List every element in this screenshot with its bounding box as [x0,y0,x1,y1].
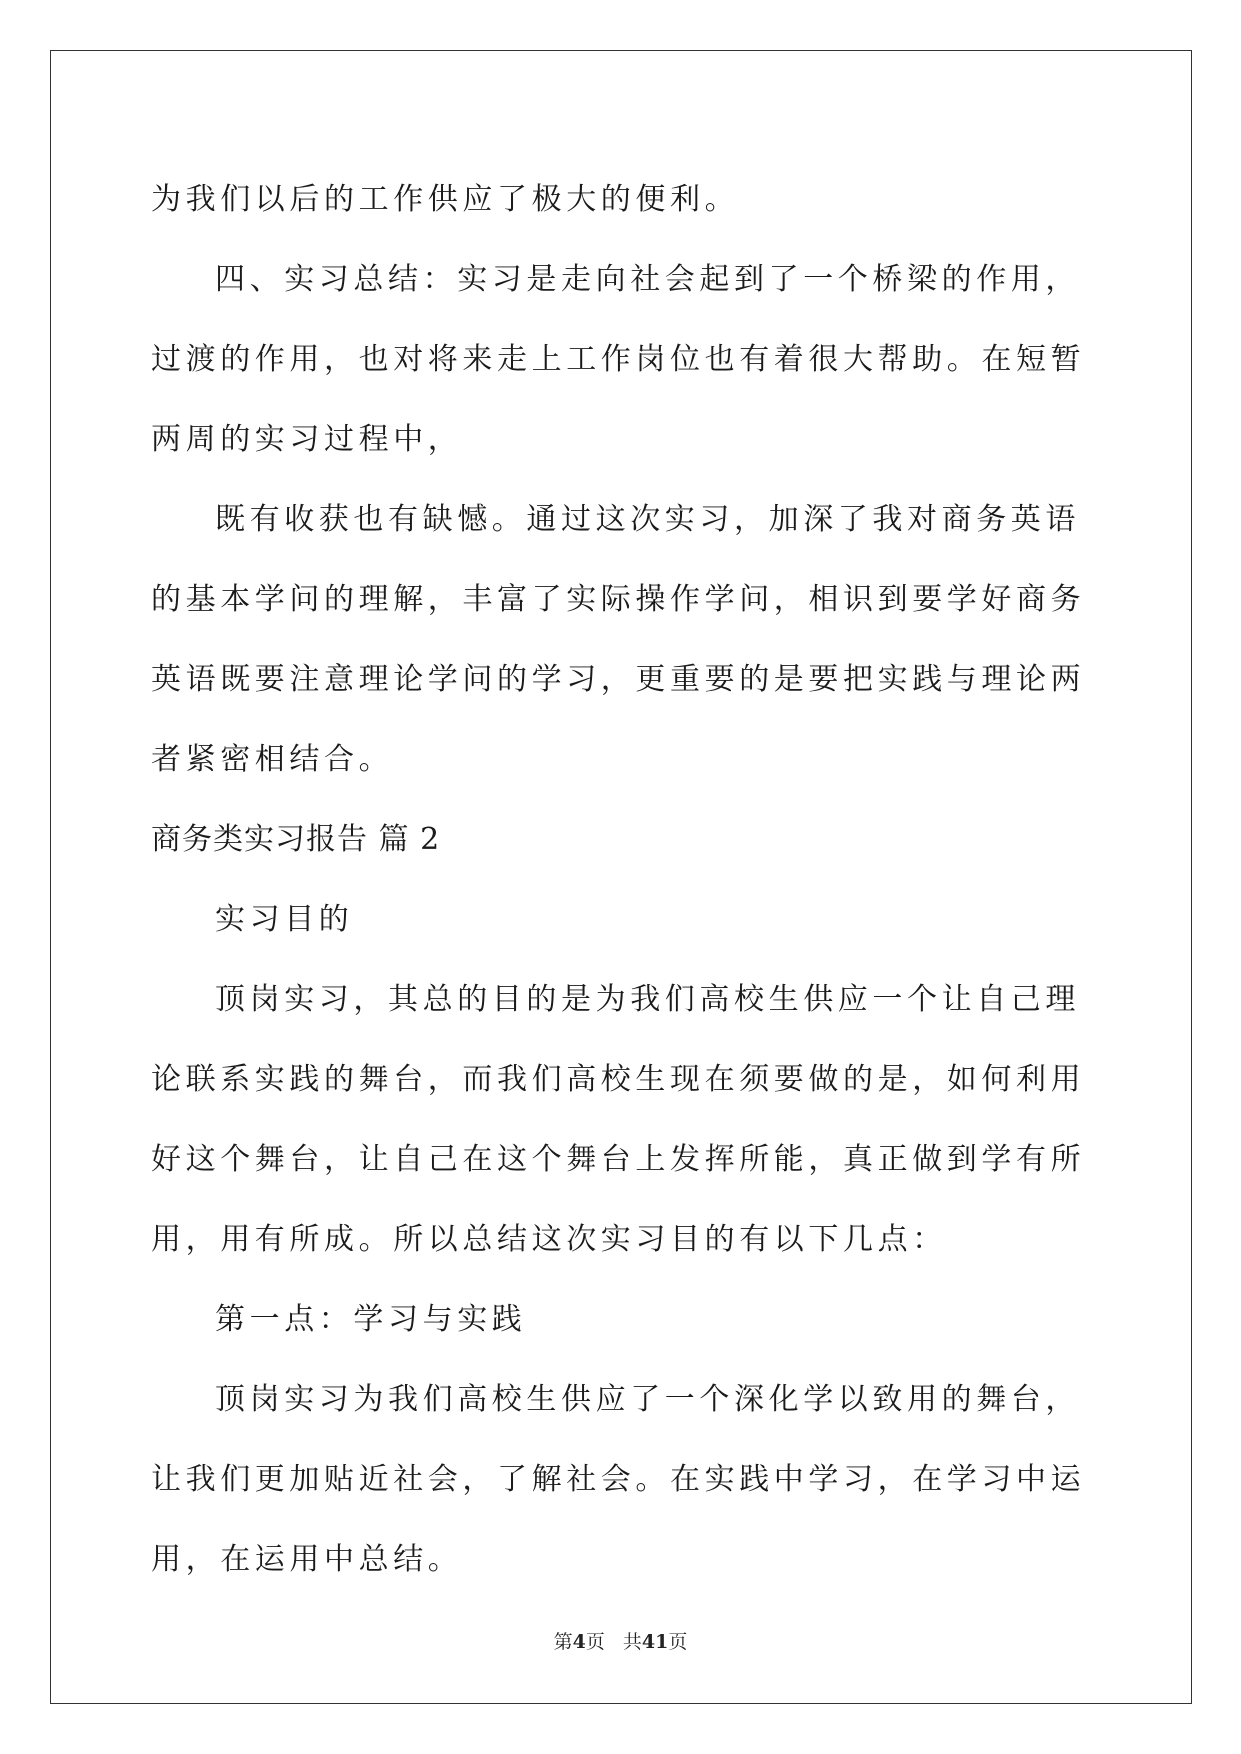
footer-total-prefix: 共 [622,1631,642,1653]
page-footer [0,1627,1241,1654]
paragraph-point-one: 第一点：学习与实践 [215,1302,527,1337]
document-body [151,160,1091,1600]
paragraph-1: 为我们以后的工作供应了极大的便利。 [151,182,740,217]
paragraph-purpose: 顶岗实习，其总的目的是为我们高校生供应一个让自己理论联系实践的舞台，而我们高校生现在须要做的是，如何利用好这个舞台，让自己在这个舞台上发挥所能，真正做到学有所用，用有所成。所以总结这次实习目的有以下几点： [151,982,1086,1257]
section-title: 商务类实习报告 篇 2 [151,822,441,857]
paragraph-practice: 顶岗实习为我们高校生供应了一个深化学以致用的舞台，让我们更加贴近社会，了解社会。在实践中学习，在学习中运用，在运用中总结。 [151,1382,1086,1577]
paragraph-gains: 既有收获也有缺憾。通过这次实习，加深了我对商务英语的基本学问的理解，丰富了实际操作学问，相识到要学好商务英语既要注意理论学问的学习，更重要的是要把实践与理论两者紧密相结合。 [151,502,1086,777]
footer-prefix: 第 [553,1631,573,1653]
footer-current-page: 4 [572,1631,586,1653]
footer-total-pages: 41 [641,1631,669,1653]
paragraph-purpose-heading: 实习目的 [215,902,354,937]
footer-total-word: 页 [668,1631,688,1653]
paragraph-summary: 四、实习总结：实习是走向社会起到了一个桥梁的作用，过渡的作用，也对将来走上工作岗位也有着很大帮助。在短暂两周的实习过程中， [151,262,1086,457]
footer-page-word: 页 [585,1631,605,1653]
